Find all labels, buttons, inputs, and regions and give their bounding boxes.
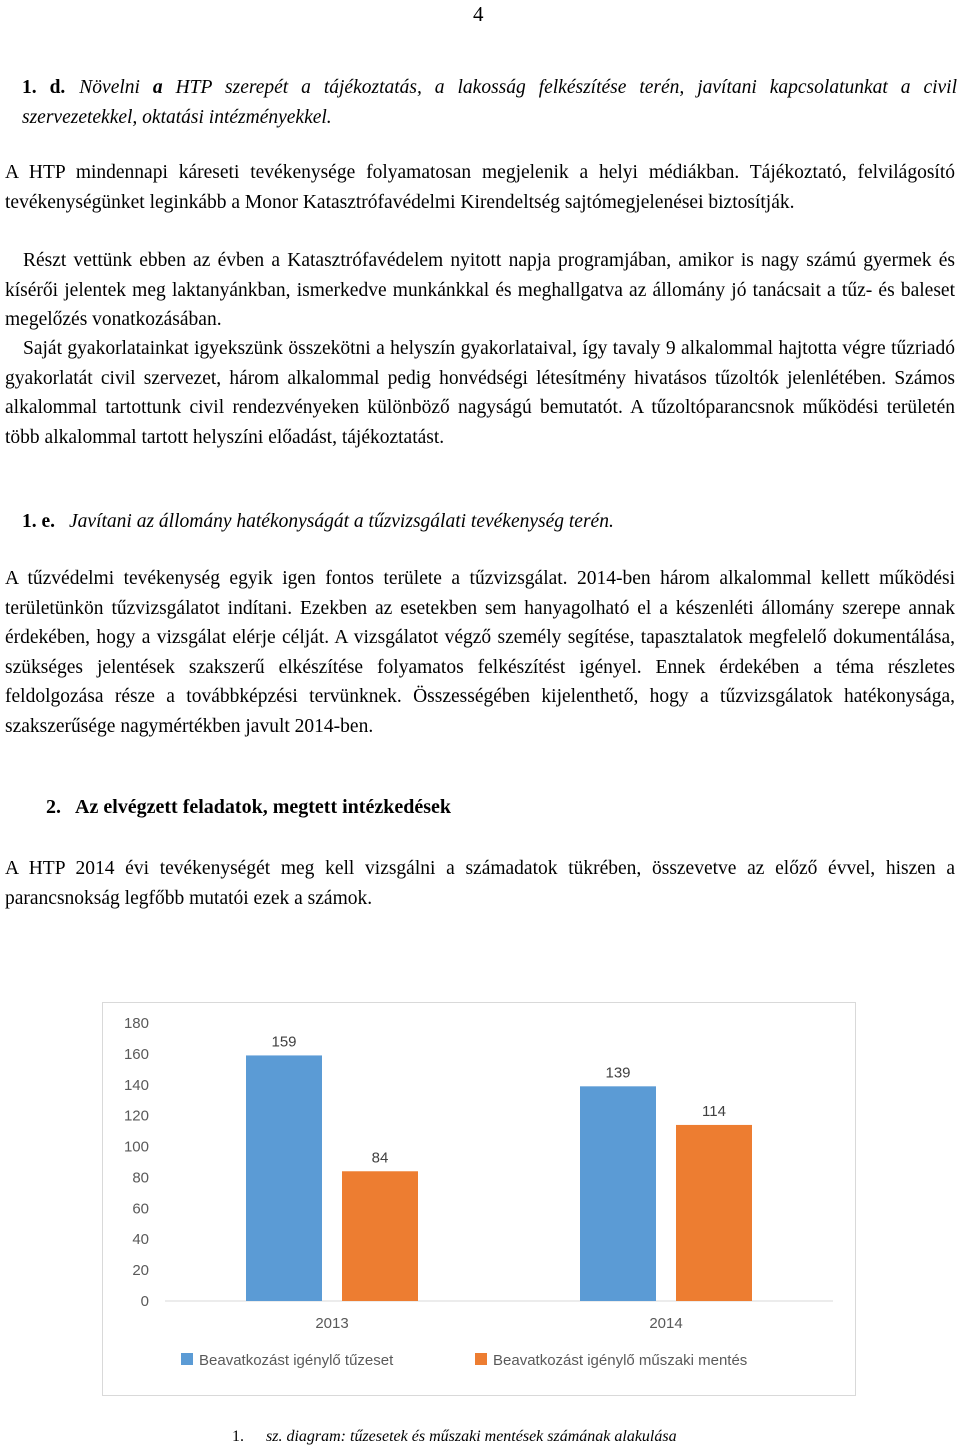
y-tick-label: 0 <box>140 1293 149 1310</box>
bar <box>676 1125 752 1301</box>
y-tick-label: 80 <box>132 1169 149 1187</box>
y-tick-label: 140 <box>123 1076 149 1094</box>
y-tick-label: 160 <box>123 1045 149 1063</box>
section-1d-paragraph-1: A HTP mindennapi káreseti tevékenysége folyamatosan megjelenik a helyi médiákban. Tájékoztató, felvilágosító tevékenységünket leginkább a Monor Katasztrófavédelmi Kirendeltség sajtómegjelenései biztosítják. <box>5 162 955 213</box>
page-number: 4 <box>473 2 484 26</box>
legend-label: Beavatkozást igénylő tűzeset <box>199 1352 394 1369</box>
caption-text: sz. diagram: tűzesetek és műszaki mentések számának alakulása <box>266 1428 677 1445</box>
bar-value-label: 84 <box>371 1149 389 1167</box>
y-tick-label: 40 <box>132 1231 149 1249</box>
section-1e-heading <box>22 507 957 537</box>
x-category-label: 2014 <box>649 1315 683 1332</box>
section-1d-title-bold: a <box>152 77 163 98</box>
section-1d-heading <box>22 73 957 132</box>
legend-swatch <box>475 1353 487 1365</box>
section-1d-title-pre: Növelni <box>79 77 153 98</box>
bar-chart <box>102 1002 856 1396</box>
y-tick-label: 100 <box>123 1138 149 1156</box>
section-1e-number: 1. e. <box>22 511 56 532</box>
section-2-number: 2. <box>46 796 61 818</box>
bar-value-label: 139 <box>605 1064 631 1082</box>
section-2-title: Az elvégzett feladatok, megtett intézkedések <box>75 796 451 818</box>
y-tick-label: 20 <box>132 1262 149 1280</box>
legend-label: Beavatkozást igénylő műszaki mentés <box>493 1352 748 1369</box>
y-tick-label: 120 <box>123 1107 149 1125</box>
section-2-paragraph: A HTP 2014 évi tevékenységét meg kell vizsgálni a számadatok tükrében, összevetve az előző évvel, hiszen a parancsnokság legfőbb mutatói ezek a számok. <box>5 858 955 909</box>
chart-caption <box>232 1428 677 1446</box>
bar-chart-svg <box>103 1003 855 1395</box>
section-1e-title: Javítani az állomány hatékonyságát a tűzvizsgálati tevékenység terén. <box>69 511 614 532</box>
legend-swatch <box>181 1353 193 1365</box>
section-1d-paragraph-3: Saját gyakorlatainkat igyekszünk összekötni a helyszín gyakorlataival, így tavaly 9 alkalommal hajtotta végre tűzriadó gyakorlatát civil szervezet, három alkalommal pedig honvédségi létesítmény hivatásos tűzoltók jelenlétében. Számos alkalommal tartottunk civil rendezvényeken különböző nagyságú bemutatót. A tűzoltóparancsnok működési területén több alkalommal tartott helyszíni előadást, tájékoztatást. <box>5 338 955 448</box>
section-1d-paragraph-2: Részt vettünk ebben az évben a Katasztrófavédelem nyitott napja programjában, amikor is nagy számú gyermek és kísérői jelentek meg laktanyánkban, ismerkedve munkánkkal és meghallgatva az állomány jó tanácsait a tűz- és baleset megelőzés vonatkozásában. <box>5 250 955 330</box>
bar-value-label: 114 <box>702 1102 726 1120</box>
caption-number: 1. <box>232 1428 244 1445</box>
bar <box>580 1086 656 1301</box>
y-tick-label: 60 <box>132 1200 149 1218</box>
x-category-label: 2013 <box>315 1315 349 1332</box>
section-1e-paragraph: A tűzvédelmi tevékenység egyik igen fontos területe a tűzvizsgálat. 2014-ben három alkalommal kellett működési területünkön tűzvizsgálatot indítani. Ezekben az esetekben sem hanyagolható el a készenléti állomány szerepe annak érdekében, hogy a vizsgálat elérje célját. A vizsgálatot végző személy segítése, tapasztalatok megfelelő dokumentálása, szükséges jelentések szakszerű elkészítése folyamatos felkészítést igényel. Ennek érdekében a téma részletes feldolgozása része a továbbképzési tervünknek. Összességében kijelenthető, hogy a tűzvizsgálatok hatékonysága, szakszerűsége nagymértékben javult 2014-ben. <box>5 568 955 737</box>
bar <box>246 1055 322 1301</box>
section-2-heading <box>46 796 451 819</box>
section-1d-number: 1. d. <box>22 77 66 98</box>
bar-value-label: 159 <box>271 1033 297 1051</box>
bar <box>342 1171 418 1301</box>
y-tick-label: 180 <box>123 1015 149 1032</box>
section-1d-title-post: HTP szerepét a tájékoztatás, a lakosság felkészítése terén, javítani kapcsolatunkat a civil szervezetekkel, oktatási intézményekkel. <box>22 77 958 128</box>
